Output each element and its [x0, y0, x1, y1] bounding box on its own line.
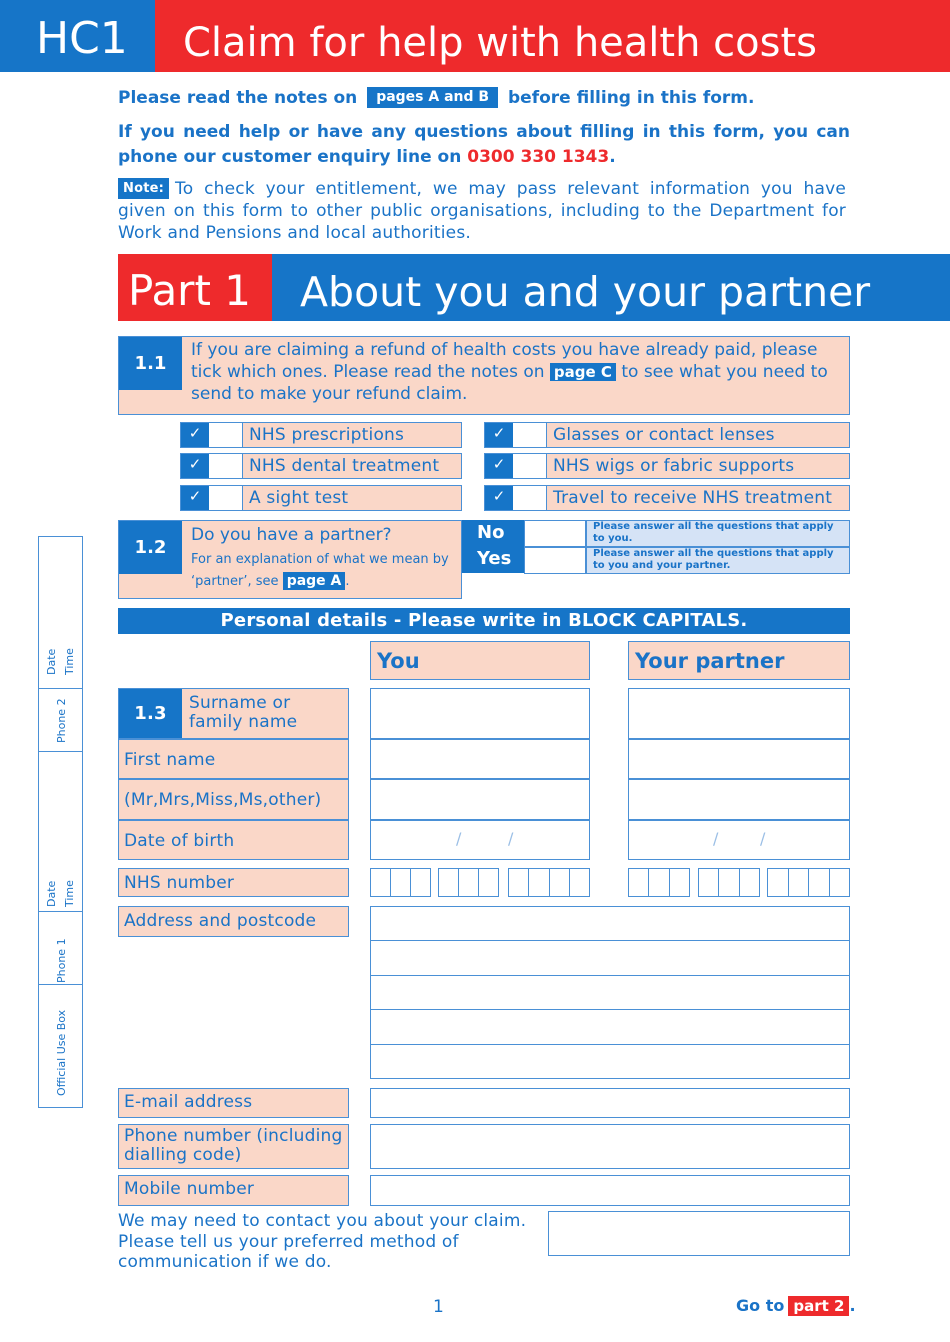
official-phone2-label: Phone 2 [55, 698, 68, 743]
option-label: A sight test [243, 486, 461, 510]
official-use-box [38, 536, 83, 1108]
official-date-label: Date [45, 648, 58, 675]
email-input[interactable] [370, 1088, 850, 1118]
go-to-text: Go to [736, 1296, 785, 1315]
dob-label: Date of birth [118, 820, 349, 860]
option-label: NHS dental treatment [243, 454, 461, 478]
question-number: 1.3 [119, 689, 182, 738]
form-title: Claim for help with health costs [155, 0, 950, 72]
address-input[interactable] [370, 906, 850, 1079]
intro-read-notes [118, 86, 850, 111]
page-a-tag: page A [283, 572, 346, 590]
partner-dob-input[interactable] [628, 820, 850, 860]
phone-input[interactable] [370, 1124, 850, 1169]
part-title: About you and your partner [272, 254, 950, 321]
option-nhs-prescriptions[interactable] [180, 422, 462, 448]
partner-no-checkbox[interactable] [524, 520, 586, 547]
option-label: Travel to receive NHS treatment [547, 486, 849, 510]
partner-surname-input[interactable] [628, 688, 850, 739]
intro-help-text: If you need help or have any questions about filling in this form, you can phone our customer enquiry line on [118, 122, 850, 167]
you-dob-input[interactable] [370, 820, 590, 860]
question-number: 1.2 [119, 521, 182, 574]
partner-nhs-digits-2[interactable] [698, 868, 760, 897]
you-nhs-digits-2[interactable] [438, 868, 499, 897]
note-text: To check your entitlement, we may pass relevant information you have given on this form to other public organisations, including to the Department for Work and Pensions and local authorities. [118, 179, 846, 243]
personal-details-bar: Personal details - Please write in BLOCK CAPITALS. [118, 608, 850, 634]
date-separator: / [508, 829, 514, 848]
contact-preference-input[interactable] [548, 1211, 850, 1256]
date-separator: / [713, 829, 719, 848]
mobile-label: Mobile number [118, 1175, 349, 1206]
intro-line1-post: before filling in this form. [508, 88, 755, 108]
q11-text-post: to see what you need to send to make your refund claim. [191, 362, 828, 404]
question-number: 1.1 [119, 337, 182, 390]
official-use-label: Official Use Box [55, 1009, 68, 1096]
form-code: HC1 [0, 0, 155, 72]
you-first-name-input[interactable] [370, 739, 590, 779]
q12-sub-text: For an explanation of what we mean by ‘partner’, see [191, 552, 449, 589]
part-label: Part 1 [118, 254, 272, 321]
contact-preference-text: We may need to contact you about your claim. Please tell us your preferred method of communication if we do. [118, 1211, 527, 1272]
option-travel-treatment[interactable] [484, 485, 850, 511]
partner-yes-checkbox[interactable] [524, 547, 586, 574]
option-label: NHS wigs or fabric supports [547, 454, 849, 478]
checkbox-tick-icon[interactable]: ✓ [181, 486, 209, 510]
go-to-part-2 [736, 1296, 856, 1316]
column-partner: Your partner [628, 641, 850, 680]
you-surname-input[interactable] [370, 688, 590, 739]
option-glasses-lenses[interactable] [484, 422, 850, 448]
checkbox-tick-icon[interactable]: ✓ [485, 486, 513, 510]
official-time-label-2: Time [63, 880, 76, 907]
option-wigs-fabric[interactable] [484, 453, 850, 479]
question-1-1-text [191, 339, 841, 405]
intro-line1-pre: Please read the notes on [118, 88, 358, 108]
note-paragraph [118, 178, 846, 244]
part-2-tag: part 2 [788, 1296, 849, 1316]
title-label: (Mr,Mrs,Miss,Ms,other) [118, 779, 349, 820]
date-separator: / [760, 829, 766, 848]
checkbox-tick-icon[interactable]: ✓ [485, 454, 513, 478]
email-label: E-mail address [118, 1088, 349, 1118]
yes-instruction: Please answer all the questions that apply to you and your partner. [586, 547, 850, 574]
first-name-label: First name [118, 739, 349, 779]
pages-a-b-tag: pages A and B [367, 87, 498, 108]
yes-label: Yes [477, 548, 512, 569]
phone-label: Phone number (including dialling code) [118, 1124, 349, 1169]
column-you: You [370, 641, 590, 680]
go-to-period: . [849, 1296, 856, 1315]
partner-nhs-digits-1[interactable] [628, 868, 690, 897]
official-date-label-2: Date [45, 880, 58, 907]
checkbox-tick-icon[interactable]: ✓ [181, 454, 209, 478]
no-instruction: Please answer all the questions that apply to you. [586, 520, 850, 547]
page-number: 1 [433, 1297, 444, 1317]
checkbox-tick-icon[interactable]: ✓ [181, 423, 209, 447]
partner-title-input[interactable] [628, 779, 850, 820]
enquiry-phone-number: 0300 330 1343 [467, 147, 610, 167]
option-nhs-dental[interactable] [180, 453, 462, 479]
page-c-tag: page C [550, 363, 616, 381]
address-label: Address and postcode [118, 906, 349, 937]
question-1-2-subtext: For an explanation of what we mean by ‘partner’, see page A . [191, 552, 449, 589]
partner-first-name-input[interactable] [628, 739, 850, 779]
surname-label: Surname or family name [189, 693, 298, 732]
nhs-number-label: NHS number [118, 868, 349, 897]
intro-help: If you need help or have any questions about filling in this form, you can phone our customer enquiry line on 0300 330 1343. [118, 122, 850, 167]
date-separator: / [456, 829, 462, 848]
official-time-label: Time [63, 648, 76, 675]
no-label: No [477, 522, 505, 543]
question-1-1 [118, 336, 850, 415]
surname-row-label [118, 688, 349, 739]
question-1-2-title: Do you have a partner? [191, 525, 392, 545]
option-sight-test[interactable] [180, 485, 462, 511]
note-tag: Note: [118, 178, 169, 199]
q11-text-pre: If you are claiming a refund of health costs you have already paid, please tick which ones. Please read the notes on [191, 340, 818, 382]
partner-nhs-digits-3[interactable] [767, 868, 850, 897]
mobile-input[interactable] [370, 1175, 850, 1206]
option-label: Glasses or contact lenses [547, 423, 849, 447]
option-label: NHS prescriptions [243, 423, 461, 447]
you-nhs-digits-3[interactable] [508, 868, 590, 897]
official-phone1-label: Phone 1 [55, 938, 68, 983]
question-1-2 [118, 520, 462, 599]
you-title-input[interactable] [370, 779, 590, 820]
partner-answer-labels [462, 520, 524, 573]
checkbox-tick-icon[interactable]: ✓ [485, 423, 513, 447]
you-nhs-digits-1[interactable] [370, 868, 431, 897]
